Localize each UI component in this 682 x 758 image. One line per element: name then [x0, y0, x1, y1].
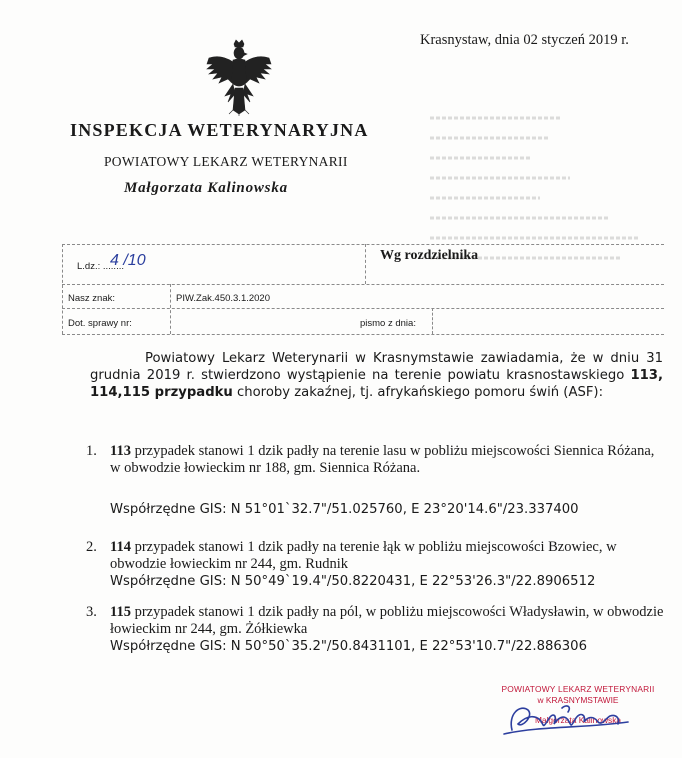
gis-coordinates: Współrzędne GIS: N 50°50`35.2"/50.8431101, E 22°53'10.7"/22.886306: [110, 639, 587, 654]
intro-paragraph: Powiatowy Lekarz Weterynarii w Krasnymstawie zawiadamia, że w dniu 31 grudnia 2019 r. stwierdzono wystąpienie na terenie powiatu krasnostawskiego 113, 114,115 przypadku choroby zakaźnej, tj. afrykańskiego pomoru świń (ASF):: [90, 351, 663, 400]
ldz-handwritten-value: 4 /10: [110, 252, 146, 269]
table-column-divider: [365, 244, 366, 284]
organization-name: INSPEKCJA WETERYNARYJNA: [70, 120, 369, 140]
officer-name: Małgorzata Kalinowska: [124, 180, 288, 196]
case-number: 113: [110, 443, 131, 459]
document-date: Krasnystaw, dnia 02 styczeń 2019 r.: [420, 32, 629, 48]
gis-coordinates: Współrzędne GIS: N 51°01`32.7"/51.025760, E 23°20'14.6"/23.337400: [110, 502, 579, 517]
office-title: POWIATOWY LEKARZ WETERYNARII: [104, 154, 348, 169]
table-column-divider: [432, 308, 433, 334]
official-stamp: POWIATOWY LEKARZ WETERYNARII w KRASNYMSTAWIE Małgorzata Kalinowska: [501, 684, 655, 725]
table-column-divider: [170, 284, 171, 334]
letter-date-label: pismo z dnia:: [360, 318, 416, 329]
our-ref-value: PIW.Zak.450.3.1.2020: [176, 293, 271, 304]
table-border-left: [62, 244, 63, 334]
our-ref-label: Nasz znak:: [68, 293, 115, 304]
case-number: 115: [110, 604, 131, 620]
case-number: 114: [110, 539, 131, 555]
case-list-item: 2. 114 przypadek stanowi 1 dzik padły na terenie łąk w pobliżu miejscowości Bzowiec, w obwodzie łowieckim nr 244, gm. Rudnik Współrzędne GIS: N 50°49`19.4"/50.8220431, E 22°53'26.3"/22.8906512: [86, 539, 617, 589]
recipient: Wg rozdzielnika: [380, 248, 479, 263]
handwritten-signature: [498, 696, 638, 738]
gis-coordinates: Współrzędne GIS: N 50°49`19.4"/50.8220431, E 22°53'26.3"/22.8906512: [110, 574, 596, 589]
table-border: [62, 284, 664, 285]
case-list-item: 1. 113 przypadek stanowi 1 dzik padły na terenie lasu w pobliżu miejscowości Siennica Różana, w obwodzie łowieckim nr 188, gm. Siennica Różana.: [86, 443, 655, 476]
case-number-label: Dot. sprawy nr:: [68, 318, 132, 329]
table-border: [62, 308, 664, 309]
ldz-label: L.dz.: ........: [77, 261, 124, 272]
table-border-top: [62, 244, 664, 245]
case-list-item: 3. 115 przypadek stanowi 1 dzik padły na pól, w pobliżu miejscowości Władysławin, w obwodzie łowieckim nr 244, gm. Żółkiewka Współrzędne GIS: N 50°50`35.2"/50.8431101, E 22°53'10.7"/22.886306: [86, 604, 664, 654]
polish-eagle-icon: [203, 38, 275, 116]
table-border-bottom: [62, 334, 664, 335]
